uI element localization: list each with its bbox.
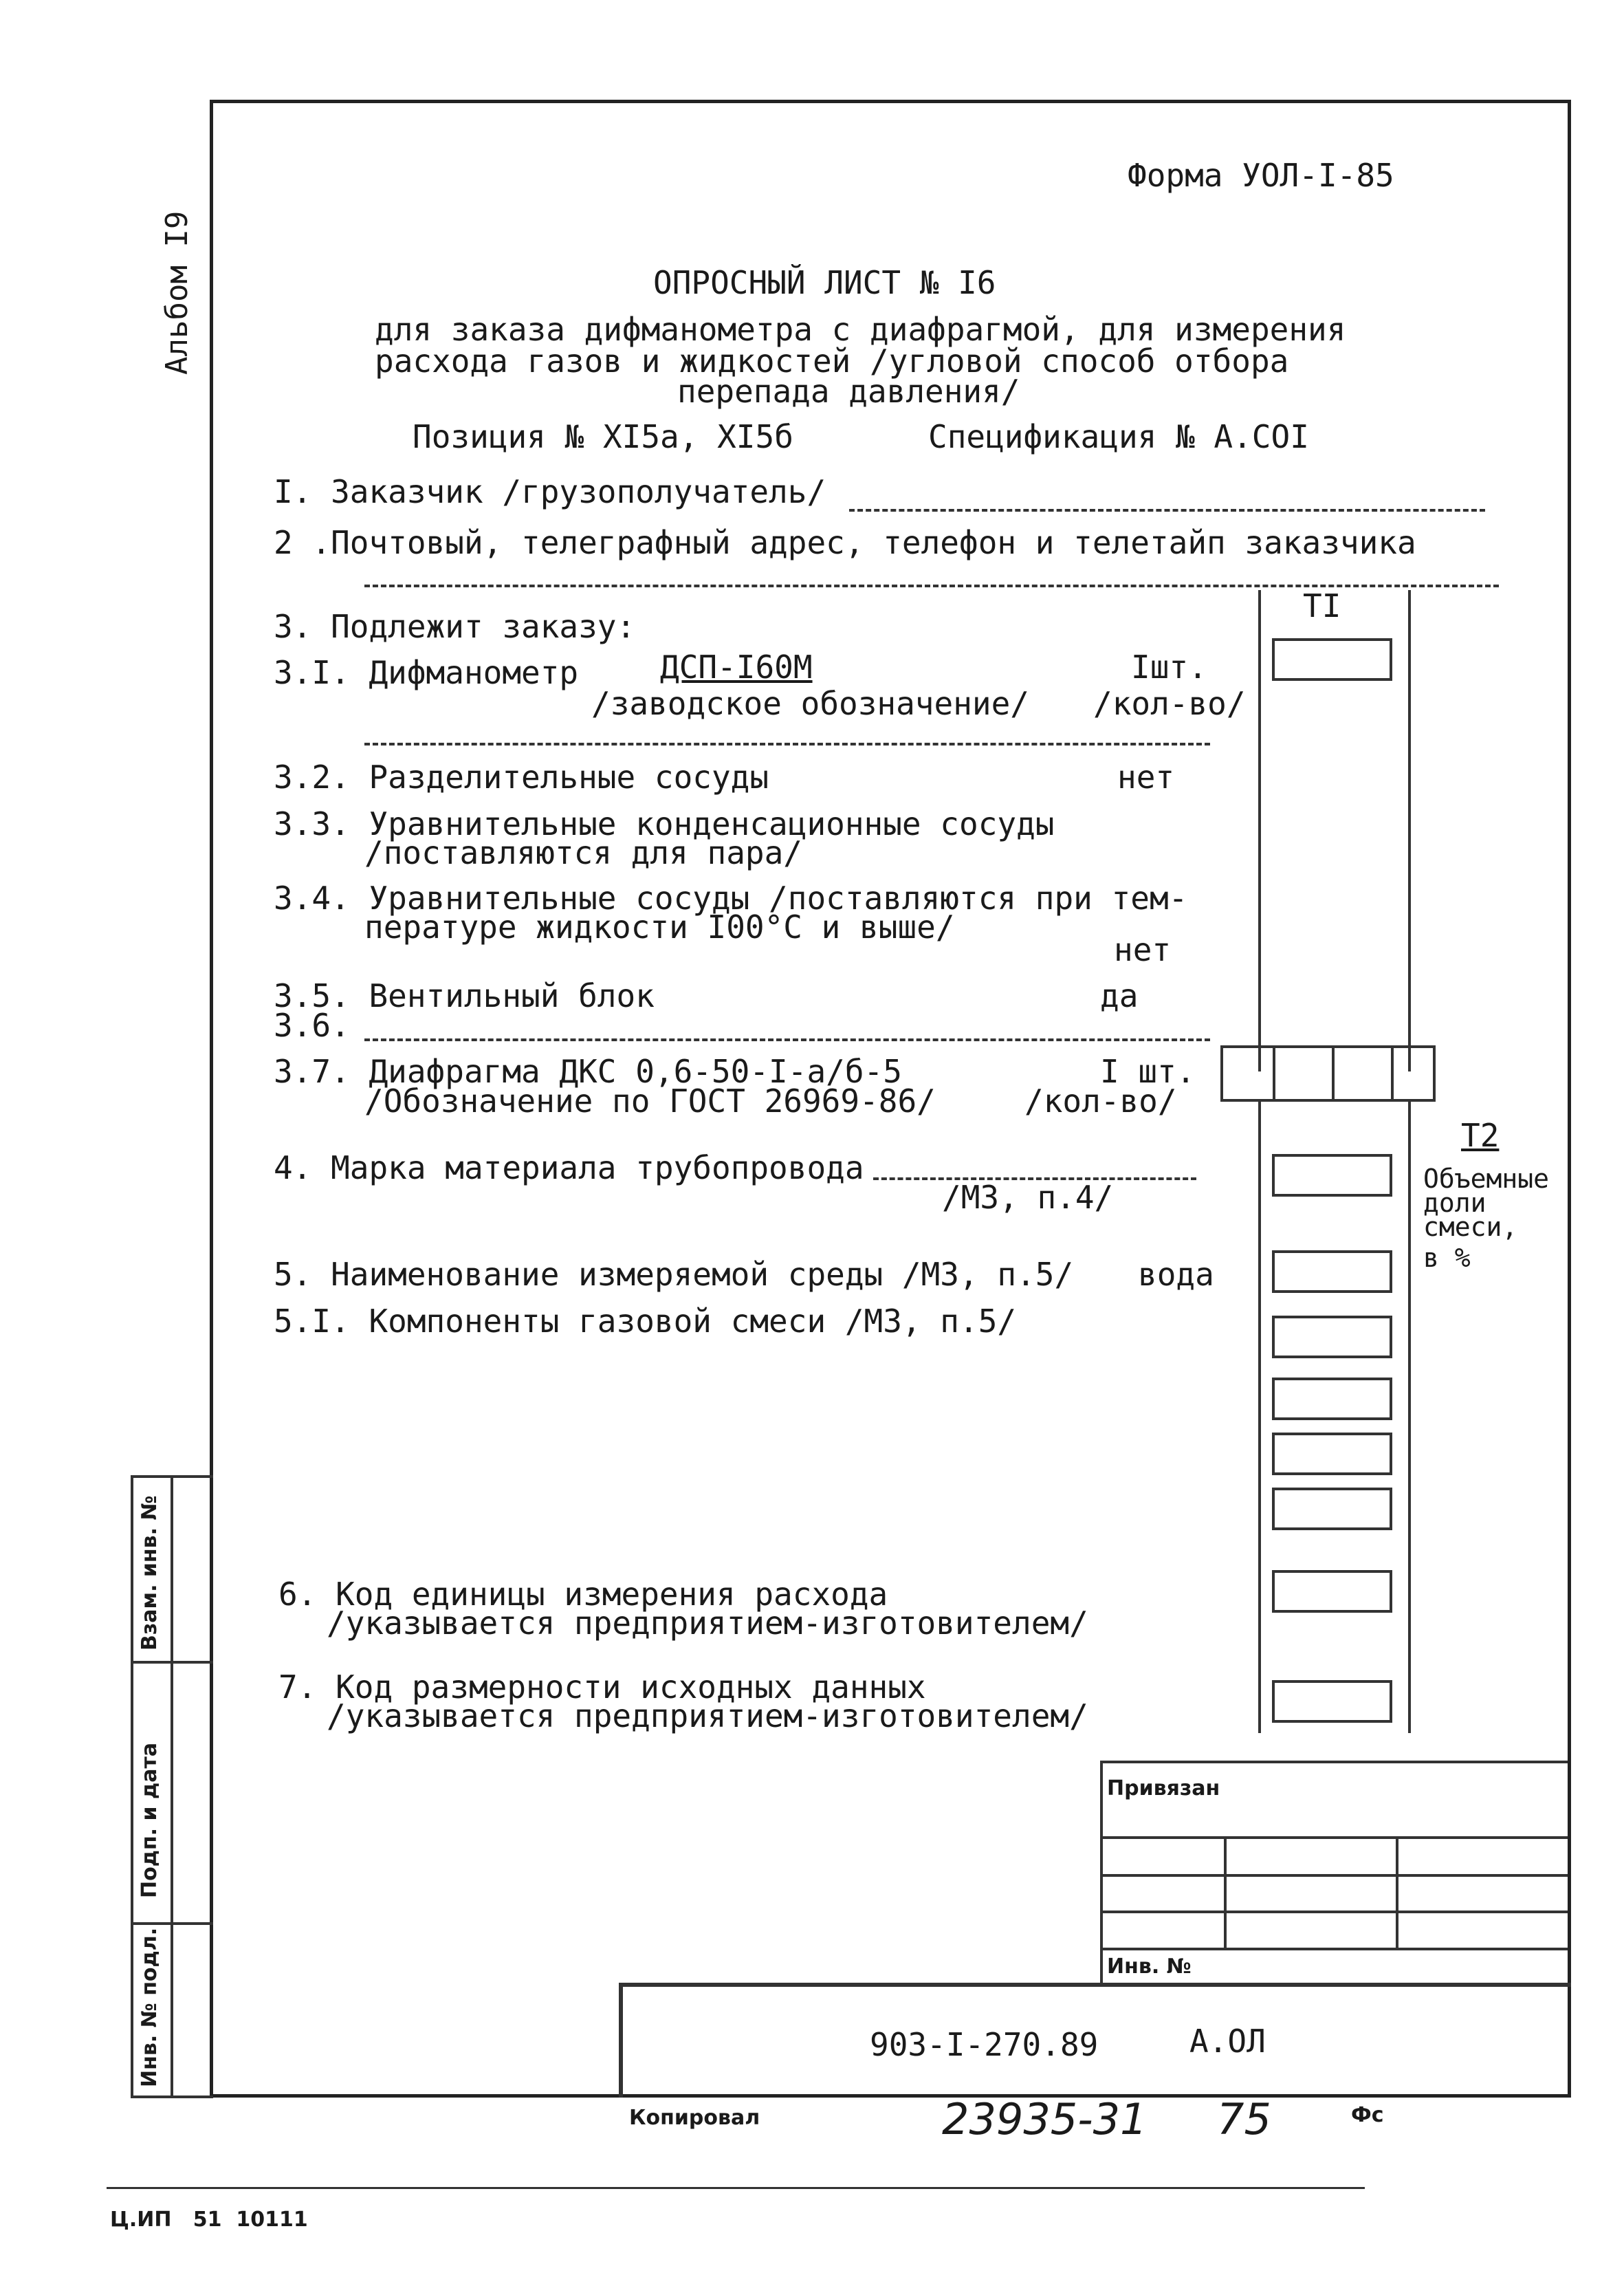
item-1-customer: I. Заказчик /грузополучатель/	[274, 473, 826, 510]
item-1-fill-line	[849, 509, 1485, 512]
t1-cell-2[interactable]	[1273, 1045, 1335, 1102]
t1-cell-3[interactable]	[1332, 1045, 1394, 1102]
position-number: Позиция № XI5а, XI5б	[413, 418, 793, 455]
code-block-left	[619, 1983, 623, 2098]
stamp-top-line	[1100, 1761, 1568, 1763]
item-3-7-sub-qty: /кол-во/	[1024, 1082, 1177, 1120]
item-3-3-line-2: /поставляются для пара/	[364, 834, 802, 871]
t2-box-5-1-d[interactable]	[1272, 1488, 1392, 1530]
item-4-pipe-material: 4. Марка материала трубопровода	[274, 1149, 864, 1186]
t2-box-5-1-a[interactable]	[1272, 1316, 1392, 1358]
album-label: Альбом I9	[160, 210, 195, 375]
side-strip-left	[131, 1475, 133, 2098]
item-3-5: 3.5. Вентильный блок	[274, 977, 655, 1014]
item-3-3-line-1: 3.3. Уравнительные конденсационные сосуды	[274, 805, 1055, 842]
t1-label: TI	[1303, 587, 1341, 624]
side-inv-podl: Инв. № подл.	[138, 1927, 162, 2087]
item-6-line-1: 6. Код единицы измерения расхода	[278, 1576, 888, 1613]
heading-line-2: для заказа дифманометра с диафрагмой, для измерения	[375, 311, 1346, 348]
side-strip-bottom	[131, 2096, 213, 2098]
heading-title: ОПРОСНЫЙ ЛИСТ № I6	[653, 264, 996, 301]
t2-note-1: Объемные	[1423, 1164, 1550, 1194]
item-3-7-label: 3.7. Диафрагма ДКС 0,6-50-I-а/б-5	[274, 1053, 902, 1090]
sheet-code: А.ОЛ	[1189, 2023, 1266, 2060]
t2-left-line	[1258, 1100, 1261, 1733]
stamp-line-3	[1100, 1911, 1568, 1913]
side-vzam-inv: Взам. инв. №	[138, 1495, 162, 1651]
side-strip-div-1	[131, 1661, 213, 1664]
item-7-line-1: 7. Код размерности исходных данных	[278, 1668, 926, 1706]
item-3-1-line	[364, 743, 1210, 745]
item-2-address: 2 .Почтовый, телеграфный адрес, телефон и телетайп заказчика	[274, 524, 1416, 561]
item-5-value: вода	[1138, 1256, 1214, 1293]
item-5-medium: 5. Наименование измеряемой среды /МЗ, п.5/	[274, 1256, 1074, 1293]
side-strip-div-2	[131, 1922, 213, 1925]
item-3-4-value: нет	[1114, 931, 1172, 968]
page-number: 75	[1217, 2094, 1271, 2144]
kopiroval-label: Копировал	[629, 2106, 760, 2130]
print-code: Ц.ИП 51 10111	[110, 2208, 308, 2232]
t1-cell-4[interactable]	[1391, 1045, 1436, 1102]
item-6-line-2: /указывается предприятием-изготовителем/	[327, 1604, 1088, 1642]
stamp-line-4	[1100, 1948, 1568, 1950]
item-3-5-value: да	[1100, 977, 1139, 1014]
item-3-6-line	[364, 1038, 1210, 1041]
t2-label: T2	[1461, 1117, 1500, 1154]
copy-number: 23935-31	[942, 2094, 1148, 2144]
t2-box-4[interactable]	[1272, 1154, 1392, 1197]
item-3-6: 3.6.	[274, 1007, 350, 1044]
t2-box-5-1-c[interactable]	[1272, 1433, 1392, 1475]
item-3-4-line-2: пературе жидкости I00°С и выше/	[364, 908, 955, 946]
document-code: 903-I-270.89	[870, 2026, 1099, 2063]
item-3-1-value: ДСП-I60М	[660, 649, 813, 686]
stamp-col-2	[1396, 1836, 1398, 1948]
t1-right-line	[1408, 590, 1411, 1071]
item-3-7-sub-designation: /Обозначение по ГОСТ 26969-86/	[364, 1082, 936, 1120]
heading-line-4: перепада давления/	[677, 373, 1020, 410]
item-5-1-gas-components: 5.I. Компоненты газовой смеси /МЗ, п.5/	[274, 1303, 1017, 1340]
t2-note-3: смеси,	[1423, 1212, 1518, 1242]
item-3-1-label: 3.I. Дифманометр	[274, 654, 579, 691]
heading-line-3: расхода газов и жидкостей /угловой способ отбора	[375, 342, 1289, 380]
t2-box-5[interactable]	[1272, 1250, 1392, 1293]
item-3-4-line-1: 3.4. Уравнительные сосуды /поставляются при тем-	[274, 880, 1188, 917]
item-3-1-sub-designation: /заводское обозначение/	[591, 685, 1029, 722]
format-label: Фс	[1351, 2103, 1384, 2127]
t2-note-2: доли	[1423, 1188, 1486, 1218]
footer-rule	[107, 2187, 1365, 2189]
side-podp-data: Подп. и дата	[138, 1742, 162, 1898]
stamp-line-1	[1100, 1836, 1568, 1839]
item-3-1-qty: Iшт.	[1131, 649, 1207, 686]
side-strip-mid	[171, 1475, 173, 2098]
t2-box-7[interactable]	[1272, 1680, 1392, 1723]
t2-box-5-1-b[interactable]	[1272, 1378, 1392, 1420]
stamp-vertical-left	[1100, 1761, 1103, 1984]
item-4-sub: /МЗ, п.4/	[942, 1179, 1114, 1216]
item-3-2-value: нет	[1117, 759, 1175, 796]
t1-cell-1[interactable]	[1220, 1045, 1275, 1102]
t2-box-6[interactable]	[1272, 1570, 1392, 1613]
t2-right-line	[1408, 1100, 1411, 1733]
item-3-7-qty: I шт.	[1100, 1053, 1196, 1090]
item-3-1-sub-qty: /кол-во/	[1093, 685, 1246, 722]
stamp-line-2	[1100, 1874, 1568, 1877]
item-3-2: 3.2. Разделительные сосуды	[274, 759, 769, 796]
item-3-to-order: 3. Подлежит заказу:	[274, 608, 636, 645]
code-block-top	[619, 1983, 1571, 1987]
form-title: Форма УОЛ-I-85	[1128, 157, 1394, 194]
t2-note-4: в %	[1423, 1243, 1471, 1273]
t1-left-line	[1258, 590, 1261, 1071]
item-7-line-2: /указывается предприятием-изготовителем/	[327, 1697, 1088, 1734]
stamp-inv-no: Инв. №	[1107, 1955, 1192, 1979]
specification-number: Спецификация № А.СОI	[928, 418, 1309, 455]
stamp-col-1	[1224, 1836, 1227, 1948]
stamp-privyazan: Привязан	[1107, 1776, 1220, 1800]
side-strip-top	[131, 1475, 213, 1478]
t1-box-3-1[interactable]	[1272, 638, 1392, 681]
